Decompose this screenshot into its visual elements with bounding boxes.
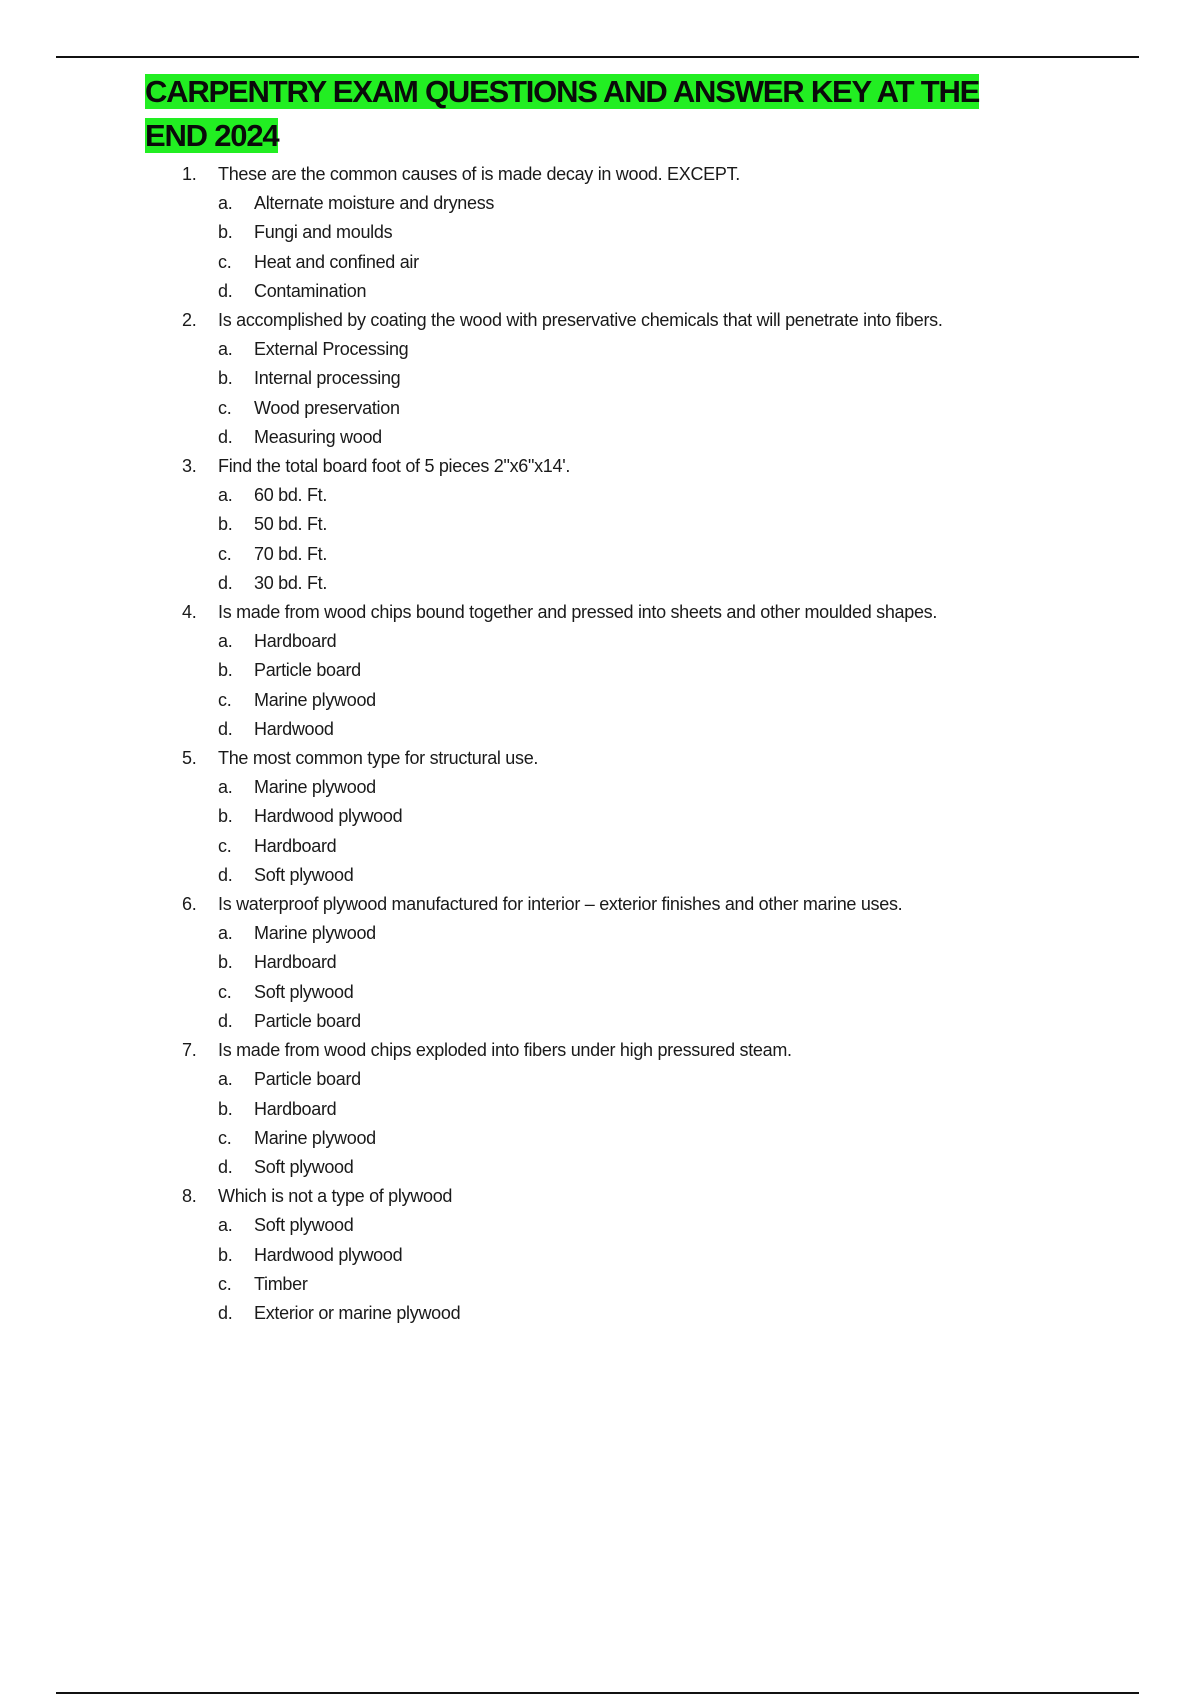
option-text: Contamination [254,280,367,301]
option-letter: d. [218,280,233,301]
answer-option [182,218,1132,247]
answer-option [182,627,1132,656]
answer-option [182,1241,1132,1270]
question-number: 6. [182,894,197,915]
question-text: Which is not a type of plywood [218,1186,453,1207]
option-text: Particle board [254,1069,361,1090]
question-row [182,744,1132,773]
answer-option [182,394,1132,423]
option-letter: b. [218,222,233,243]
question-item [182,890,1132,1036]
answer-option [182,1211,1132,1240]
option-text: 70 bd. Ft. [254,543,328,564]
question-row [182,890,1132,919]
answer-option [182,802,1132,831]
option-text: Marine plywood [254,1127,376,1148]
option-letter: c. [218,981,232,1002]
option-letter: a. [218,923,233,944]
option-text: Hardwood plywood [254,1244,403,1265]
option-text: Soft plywood [254,1215,354,1236]
question-item [182,1036,1132,1182]
option-letter: a. [218,777,233,798]
question-item [182,598,1132,744]
answer-option [182,335,1132,364]
option-letter: b. [218,806,233,827]
option-letter: b. [218,514,233,535]
question-row [182,1036,1132,1065]
answer-option [182,978,1132,1007]
option-letter: a. [218,339,233,360]
option-text: Exterior or marine plywood [254,1302,461,1323]
option-letter: b. [218,1098,233,1119]
option-text: Hardwood plywood [254,806,403,827]
option-text: Hardboard [254,835,337,856]
answer-option [182,656,1132,685]
option-text: Soft plywood [254,981,354,1002]
option-text: 50 bd. Ft. [254,514,328,535]
option-letter: d. [218,572,233,593]
option-text: Measuring wood [254,426,382,447]
question-text: Is made from wood chips exploded into fibers under high pressured steam. [218,1040,792,1061]
option-text: Hardwood [254,718,334,739]
option-text: Heat and confined air [254,251,419,272]
answer-option [182,919,1132,948]
question-number: 1. [182,164,197,184]
question-number: 3. [182,456,197,477]
answer-option [182,1065,1132,1094]
option-text: Hardboard [254,952,337,973]
question-row [182,160,1132,189]
answer-option [182,1153,1132,1182]
option-letter: d. [218,1010,233,1031]
option-text: Marine plywood [254,923,376,944]
option-letter: a. [218,1069,233,1090]
answer-option [182,1270,1132,1299]
option-letter: a. [218,1215,233,1236]
option-text: Hardboard [254,631,337,652]
question-text: The most common type for structural use. [218,748,539,769]
header-rule [56,56,1139,58]
option-text: Soft plywood [254,864,354,885]
option-text: Soft plywood [254,1156,354,1177]
answer-option [182,1007,1132,1036]
question-number: 2. [182,310,197,331]
question-row [182,306,1132,335]
question-item [182,306,1132,452]
question-text: Is waterproof plywood manufactured for interior – exterior finishes and other marine uses. [218,894,903,915]
option-letter: c. [218,251,232,272]
answer-option [182,861,1132,890]
question-text: Find the total board foot of 5 pieces 2"x6"x14'. [218,456,571,477]
question-text: Is made from wood chips bound together and pressed into sheets and other moulded shapes. [218,602,938,623]
answer-option [182,948,1132,977]
question-item [182,1182,1132,1328]
option-text: 30 bd. Ft. [254,572,328,593]
answer-option [182,1124,1132,1153]
option-text: Fungi and moulds [254,222,393,243]
question-number: 5. [182,748,197,769]
answer-option [182,364,1132,393]
option-letter: c. [218,397,232,418]
answer-option [182,540,1132,569]
question-number: 7. [182,1040,197,1061]
answer-option [182,510,1132,539]
option-letter: b. [218,660,233,681]
option-text: Hardboard [254,1098,337,1119]
option-text: Internal processing [254,368,401,389]
option-text: Timber [254,1273,308,1294]
option-letter: b. [218,952,233,973]
question-text: Is accomplished by coating the wood with preservative chemicals that will penetrate into fibers. [218,310,943,331]
option-letter: a. [218,193,233,214]
option-text: Alternate moisture and dryness [254,193,495,214]
option-text: Marine plywood [254,777,376,798]
question-row [182,598,1132,627]
option-text: 60 bd. Ft. [254,485,328,506]
option-letter: d. [218,864,233,885]
question-item [182,744,1132,890]
option-text: Particle board [254,1010,361,1031]
answer-option [182,569,1132,598]
question-number: 4. [182,602,197,623]
option-letter: a. [218,631,233,652]
answer-option [182,773,1132,802]
question-item [182,160,1132,306]
answer-option [182,686,1132,715]
option-text: Wood preservation [254,397,400,418]
option-text: Particle board [254,660,361,681]
option-letter: c. [218,1127,232,1148]
question-item [182,452,1132,598]
page-title: CARPENTRY EXAM QUESTIONS AND ANSWER KEY AT THE END 2024 [145,74,980,153]
option-letter: b. [218,1244,233,1265]
answer-option [182,481,1132,510]
option-letter: c. [218,543,232,564]
question-number: 8. [182,1186,197,1207]
answer-option [182,423,1132,452]
footer-rule [56,1692,1139,1694]
option-letter: a. [218,485,233,506]
option-letter: c. [218,835,232,856]
answer-option [182,832,1132,861]
answer-option [182,248,1132,277]
question-row [182,1182,1132,1211]
option-letter: d. [218,718,233,739]
option-letter: d. [218,426,233,447]
option-letter: b. [218,368,233,389]
option-letter: d. [218,1302,233,1323]
answer-option [182,189,1132,218]
question-list [182,160,1132,1328]
answer-option [182,1095,1132,1124]
option-text: Marine plywood [254,689,376,710]
option-letter: c. [218,689,232,710]
answer-option [182,1299,1132,1328]
option-letter: d. [218,1156,233,1177]
question-text: These are the common causes of is made decay in wood. EXCEPT. [218,164,740,184]
option-text: External Processing [254,339,409,360]
answer-option [182,715,1132,744]
option-letter: c. [218,1273,232,1294]
question-row [182,452,1132,481]
answer-option [182,277,1132,306]
